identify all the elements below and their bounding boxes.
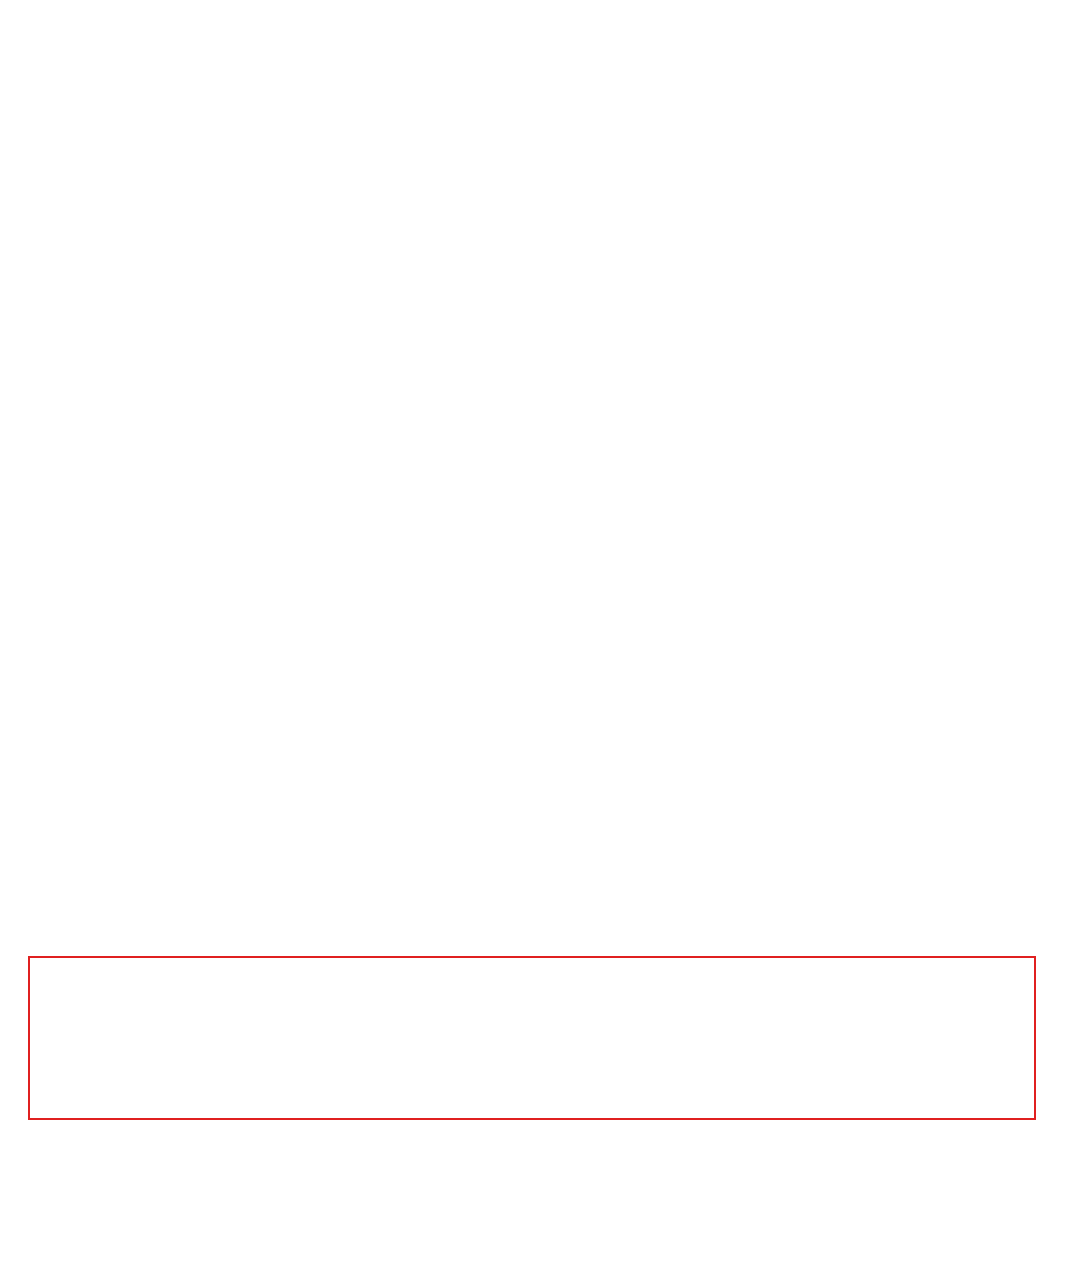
highlight-annotation-box [28, 956, 1036, 1120]
